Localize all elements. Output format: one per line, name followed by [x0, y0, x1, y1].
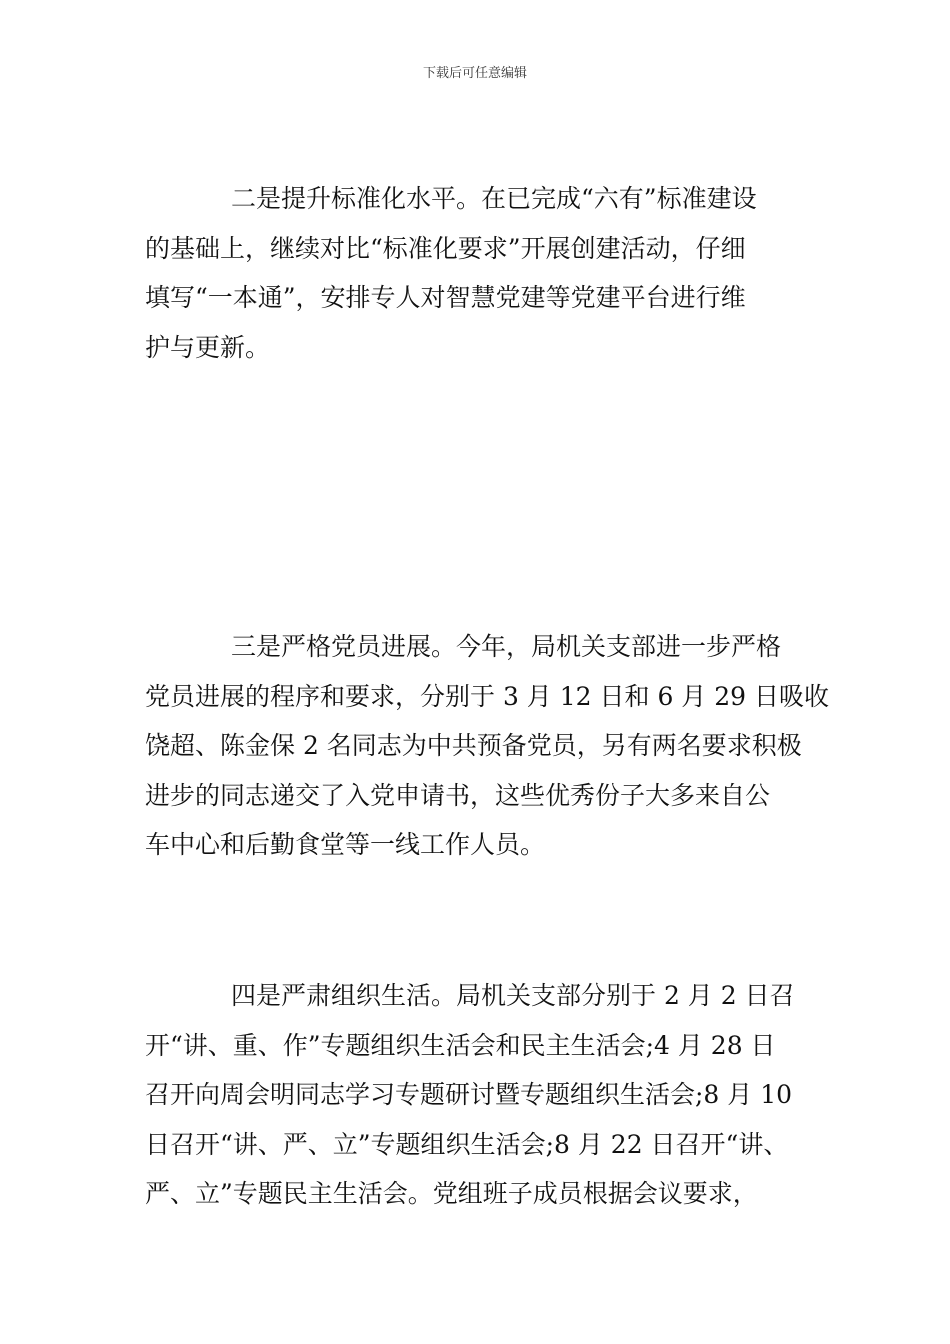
paragraph-party-member-development [145, 622, 830, 870]
paragraph-line: 二是提升标准化水平。在已完成“六有”标准建设 [231, 184, 757, 213]
paragraph-line: 的基础上，继续对比“标准化要求”开展创建活动，仔细 [145, 233, 746, 263]
page-header: 下载后可任意编辑 [422, 66, 527, 81]
paragraph-line: 召开向周会明同志学习专题研讨暨专题组织生活会;8 月 10 [145, 1080, 793, 1109]
paragraph-line: 护与更新。 [145, 332, 271, 362]
paragraph-line: 党员进展的程序和要求，分别于 3 月 12 日和 6 月 29 日吸收 [145, 681, 830, 711]
paragraph-standardization [145, 174, 811, 372]
paragraph-line: 四是严肃组织生活。局机关支部分别于 2 月 2 日召 [231, 981, 795, 1010]
paragraph-line: 严、立”专题民主生活会。党组班子成员根据会议要求， [145, 1179, 758, 1208]
paragraph-organizational-life [145, 971, 811, 1219]
paragraph-line: 填写“一本通”，安排专人对智慧党建等党建平台进行维 [145, 283, 746, 312]
paragraph-line: 三是严格党员进展。今年，局机关支部进一步严格 [231, 632, 782, 661]
paragraph-line: 进步的同志递交了入党申请书，这些优秀份子大多来自公 [145, 780, 771, 810]
paragraph-line: 开“讲、重、作”专题组织生活会和民主生活会;4 月 28 日 [145, 1030, 776, 1060]
paragraph-line: 日召开“讲、严、立”专题组织生活会;8 月 22 日召开“讲、 [145, 1129, 789, 1159]
paragraph-line: 饶超、陈金保 2 名同志为中共预备党员，另有两名要求积极 [145, 731, 802, 760]
paragraph-line: 车中心和后勤食堂等一线工作人员。 [145, 830, 546, 859]
